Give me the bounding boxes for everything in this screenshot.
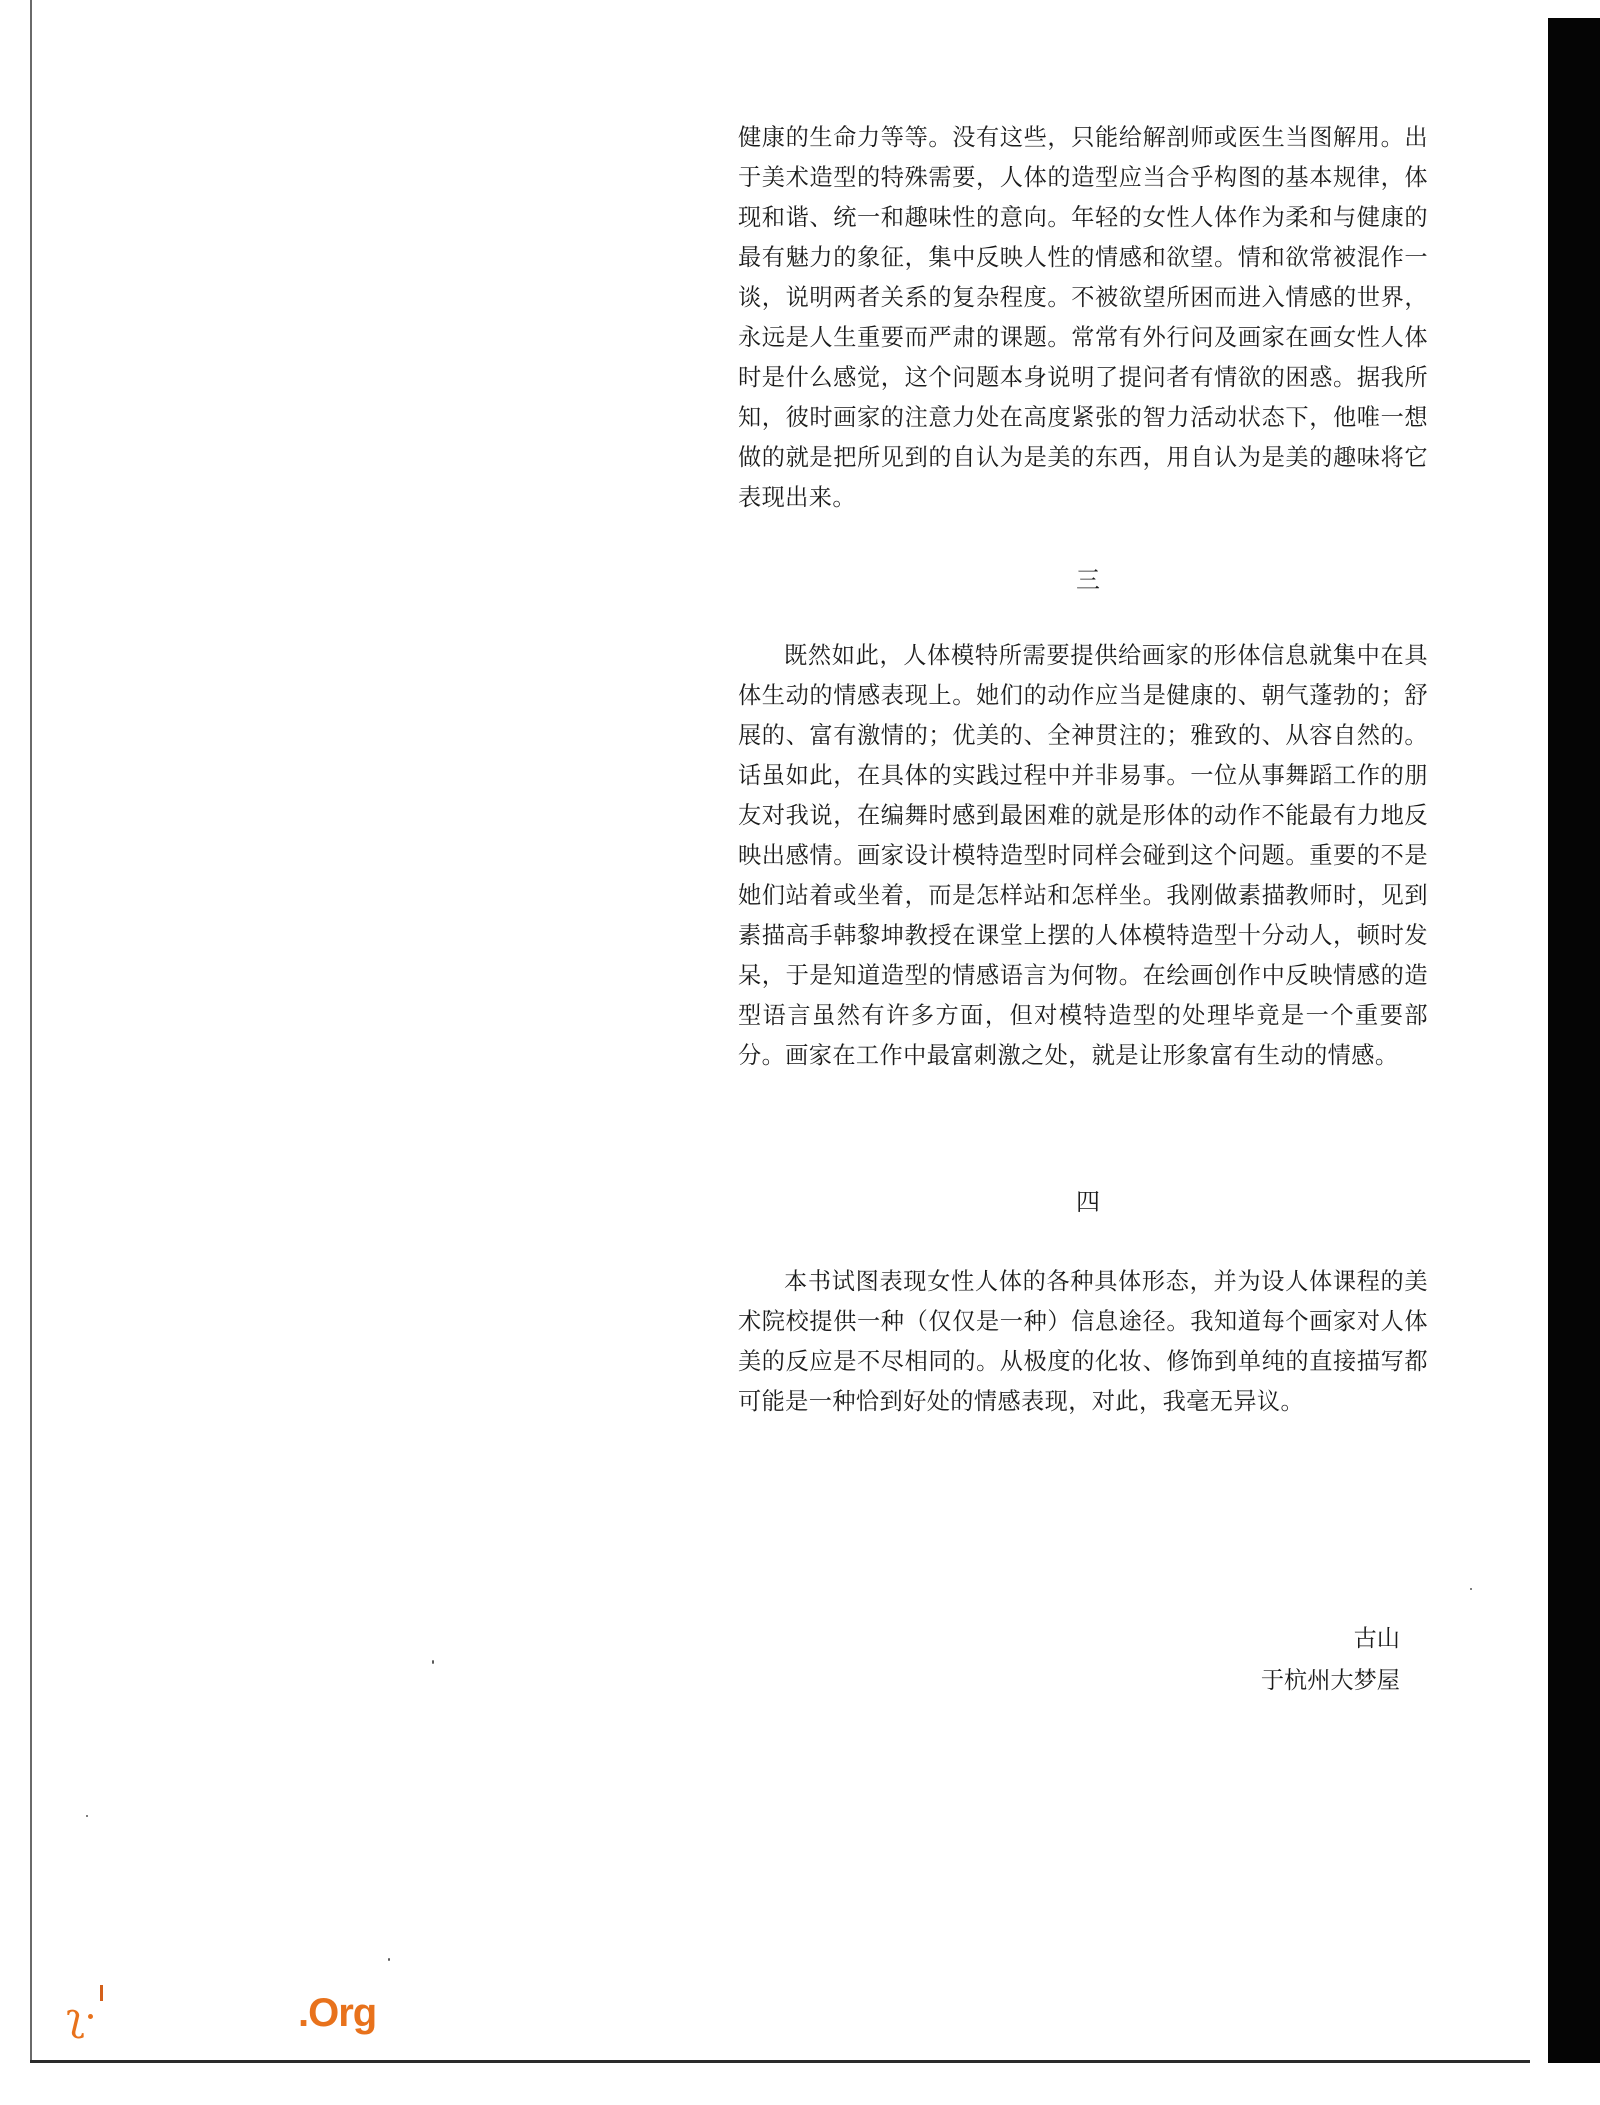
scan-edge-left bbox=[30, 0, 32, 2060]
author-name: 古山 bbox=[1353, 1625, 1400, 1652]
scan-speck bbox=[86, 1815, 88, 1817]
watermark-mark-icon bbox=[100, 1985, 103, 2001]
scan-edge-bottom bbox=[30, 2060, 1530, 2063]
scan-speck bbox=[388, 1958, 390, 1961]
section-heading-three: 三 bbox=[1076, 566, 1100, 594]
scan-edge-right bbox=[1548, 18, 1600, 2063]
paragraph-section-four: 本书试图表现女性人体的各种具体形态，并为设人体课程的美术院校提供一种（仅仅是一种）信息途径。我知道每个画家对人体美的反应是不尽相同的。从极度的化妆、修饰到单纯的直接描写都可能是一种恰到好处的情感表现，对此，我毫无异议。 bbox=[738, 1268, 1428, 1415]
paragraph-section-three: 既然如此，人体模特所需要提供给画家的形体信息就集中在具体生动的情感表现上。她们的动作应当是健康的、朝气蓬勃的；舒展的、富有激情的；优美的、全神贯注的；雅致的、从容自然的。话虽如此，在具体的实践过程中并非易事。一位从事舞蹈工作的朋友对我说，在编舞时感到最困难的就是形体的动作不能最有力地反映出感情。画家设计模特造型时同样会碰到这个问题。重要的不是她们站着或坐着，而是怎样站和怎样坐。我刚做素描教师时，见到素描高手韩黎坤教授在课堂上摆的人体模特造型十分动人，顿时发呆，于是知道造型的情感语言为何物。在绘画创作中反映情感的造型语言虽然有许多方面，但对模特造型的处理毕竟是一个重要部分。画家在工作中最富刺激之处，就是让形象富有生动的情感。 bbox=[738, 642, 1428, 1069]
watermark-text: .Org bbox=[298, 1991, 377, 2035]
scan-speck bbox=[432, 1660, 434, 1664]
section-heading-four: 四 bbox=[1076, 1188, 1100, 1216]
signature-block bbox=[1261, 1618, 1400, 1702]
author-location: 于杭州大梦屋 bbox=[1260, 1667, 1400, 1694]
watermark bbox=[60, 1985, 400, 2045]
text-column bbox=[738, 118, 1428, 1422]
scan-speck bbox=[1470, 1588, 1472, 1590]
watermark-logo-icon: ʅ· bbox=[66, 1995, 97, 2039]
paragraph-continuation: 健康的生命力等等。没有这些，只能给解剖师或医生当图解用。出于美术造型的特殊需要，人体的造型应当合乎构图的基本规律，体现和谐、统一和趣味性的意向。年轻的女性人体作为柔和与健康的最有魅力的象征，集中反映人性的情感和欲望。情和欲常被混作一谈，说明两者关系的复杂程度。不被欲望所困而进入情感的世界，永远是人生重要而严肃的课题。常常有外行问及画家在画女性人体时是什么感觉，这个问题本身说明了提问者有情欲的困惑。据我所知，彼时画家的注意力处在高度紧张的智力活动状态下，他唯一想做的就是把所见到的自认为是美的东西，用自认为是美的趣味将它表现出来。 bbox=[738, 124, 1428, 511]
